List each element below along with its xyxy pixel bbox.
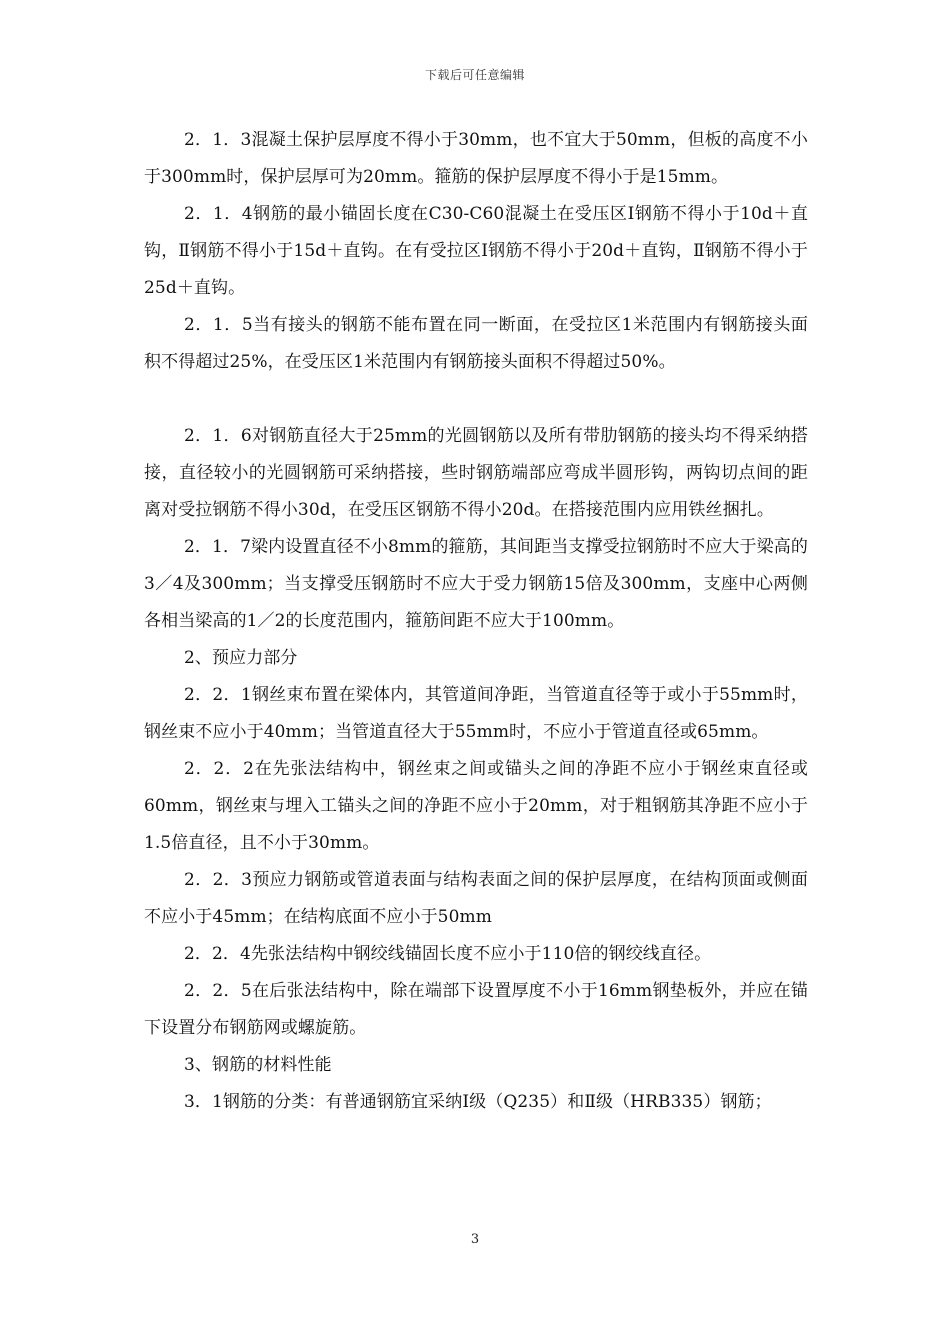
- document-body: [144, 122, 808, 1121]
- paragraph-2-2-5: 2．2．5在后张法结构中，除在端部下设置厚度不小于16mm钢垫板外，并应在锚下设置分布钢筋网或螺旋筋。: [144, 981, 808, 1038]
- paragraph-2-1-7: 2．1．7梁内设置直径不小8mm的箍筋，其间距当支撑受拉钢筋时不应大于梁高的3／4及300mm；当支撑受压钢筋时不应大于受力钢筋15倍及300mm，支座中心两侧各相当梁高的1／2的长度范围内，箍筋间距不应大于100mm。: [144, 537, 808, 631]
- paragraph-2-2-1: 2．2．1钢丝束布置在梁体内，其管道间净距，当管道直径等于或小于55mm时，钢丝束不应小于40mm；当管道直径大于55mm时，不应小于管道直径或65mm。: [144, 685, 808, 742]
- paragraph-3-1: 3．1钢筋的分类：有普通钢筋宜采纳Ⅰ级（Q235）和Ⅱ级（HRB335）钢筋；: [184, 1092, 772, 1112]
- paragraph-2-1-5: 2．1．5当有接头的钢筋不能布置在同一断面，在受拉区1米范围内有钢筋接头面积不得超过25%，在受压区1米范围内有钢筋接头面积不得超过50%。: [144, 315, 808, 372]
- section-heading-material-properties: 3、钢筋的材料性能: [184, 1055, 332, 1075]
- paragraph-2-2-4: 2．2．4先张法结构中钢绞线锚固长度不应小于110倍的钢绞线直径。: [184, 944, 712, 964]
- paragraph-2-2-2: 2．2．2在先张法结构中，钢丝束之间或锚头之间的净距不应小于钢丝束直径或60mm，钢丝束与埋入工锚头之间的净距不应小于20mm，对于粗钢筋其净距不应小于1.5倍直径，且不小于30mm。: [144, 759, 808, 853]
- paragraph-2-1-4: 2．1．4钢筋的最小锚固长度在C30-C60混凝土在受压区Ⅰ钢筋不得小于10d＋直钩，Ⅱ钢筋不得小于15d＋直钩。在有受拉区Ⅰ钢筋不得小于20d＋直钩，Ⅱ钢筋不得小于25d＋直钩。: [144, 204, 808, 298]
- paragraph-2-1-3: 2．1．3混凝土保护层厚度不得小于30mm，也不宜大于50mm，但板的高度不小于300mm时，保护层厚可为20mm。箍筋的保护层厚度不得小于是15mm。: [144, 130, 808, 187]
- paragraph-2-2-3: 2．2．3预应力钢筋或管道表面与结构表面之间的保护层厚度，在结构顶面或侧面不应小于45mm；在结构底面不应小于50mm: [144, 870, 808, 927]
- paragraph-2-1-6: 2．1．6对钢筋直径大于25mm的光圆钢筋以及所有带肋钢筋的接头均不得采纳搭接，直径较小的光圆钢筋可采纳搭接，些时钢筋端部应弯成半圆形钩，两钩切点间的距离对受拉钢筋不得小30d，在受压区钢筋不得小20d。在搭接范围内应用铁丝捆扎。: [144, 426, 808, 520]
- section-heading-prestress: 2、预应力部分: [184, 648, 298, 668]
- page-header: 下载后可任意编辑: [424, 68, 525, 82]
- page-number: 3: [470, 1232, 480, 1247]
